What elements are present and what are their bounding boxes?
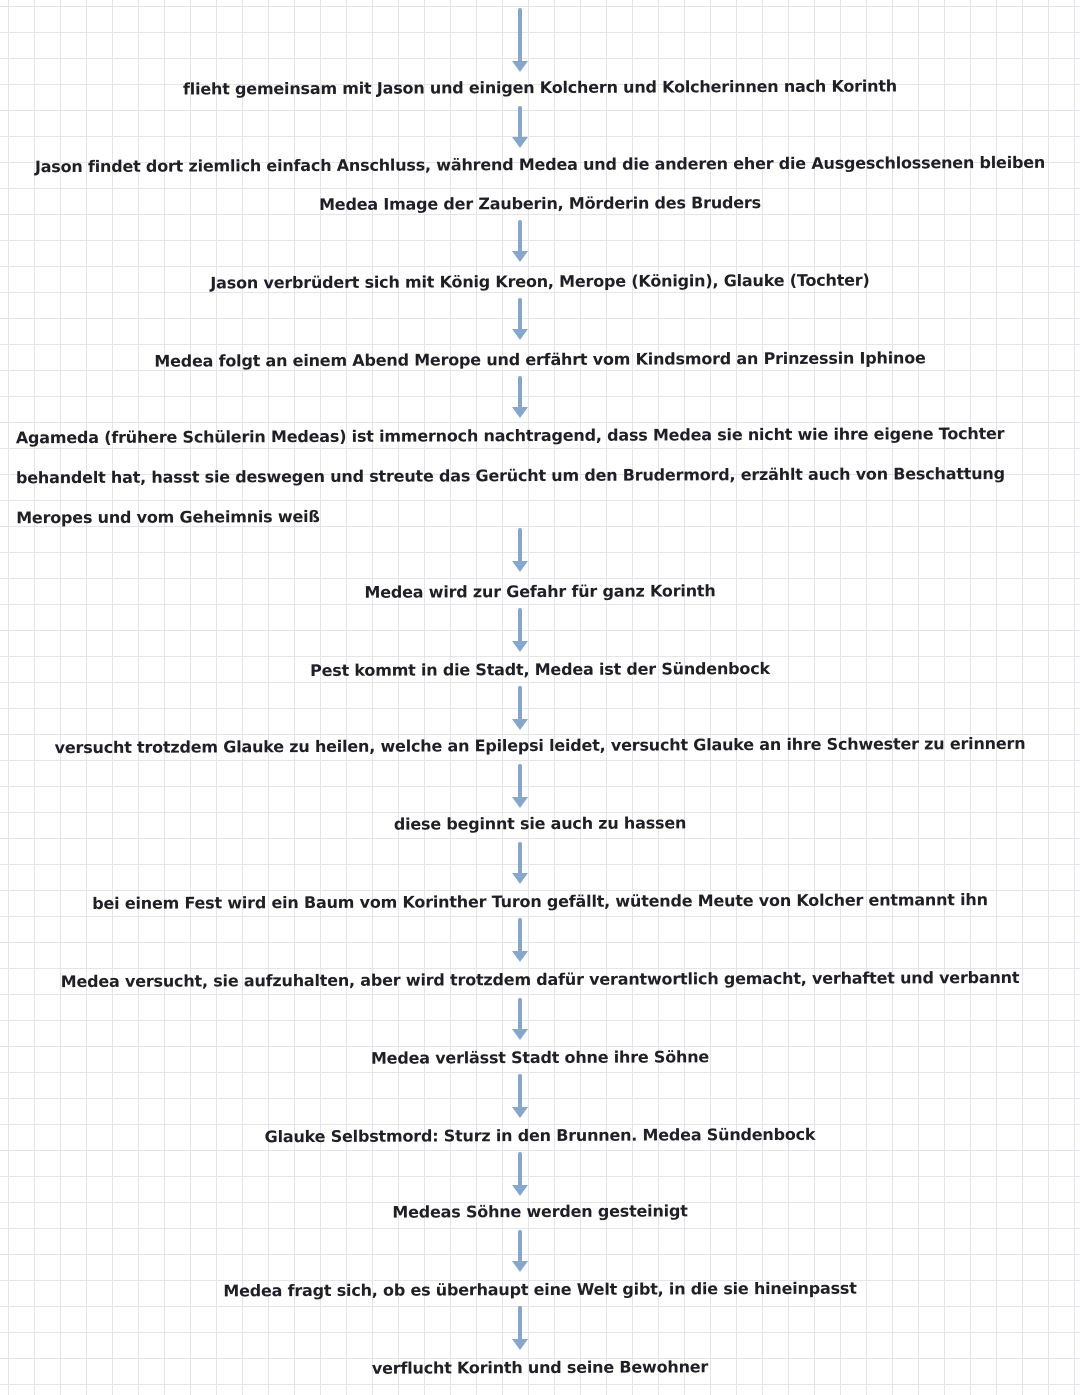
flow-arrow bbox=[512, 686, 528, 730]
flow-arrow bbox=[512, 998, 528, 1040]
flow-step: diese beginnt sie auch zu hassen bbox=[393, 813, 687, 834]
flow-arrow bbox=[512, 528, 528, 572]
flow-step: Medea versucht, sie aufzuhalten, aber wird trotzdem dafür verantwortlich gemacht, verhaftet und verbannt bbox=[60, 967, 1020, 992]
flow-step: Pest kommt in die Stadt, Medea ist der Sündenbock bbox=[310, 658, 770, 681]
flow-step: verflucht Korinth und seine Bewohner bbox=[371, 1357, 709, 1378]
flow-step: versucht trotzdem Glauke zu heilen, welche an Epilepsi leidet, versucht Glauke an ihre Schwester zu erinnern bbox=[54, 733, 1026, 758]
flow-step: Glauke Selbstmord: Sturz in den Brunnen. Medea Sündenbock bbox=[264, 1124, 816, 1147]
flow-arrow bbox=[512, 1306, 528, 1350]
flow-arrow bbox=[512, 1152, 528, 1196]
flow-arrow bbox=[512, 376, 528, 418]
flow-step: Medea folgt an einem Abend Merope und erfährt vom Kindsmord an Prinzessin Iphinoe bbox=[154, 348, 926, 371]
flow-step: Medeas Söhne werden gesteinigt bbox=[392, 1201, 688, 1222]
flow-step: Jason verbrüdert sich mit König Kreon, Merope (Königin), Glauke (Tochter) bbox=[210, 270, 870, 293]
flow-arrow bbox=[512, 764, 528, 808]
flow-step: Medea verlässt Stadt ohne ihre Söhne bbox=[370, 1047, 710, 1068]
flow-step: Medea wird zur Gefahr für ganz Korinth bbox=[364, 581, 716, 602]
flow-step: Agameda (frühere Schülerin Medeas) ist immernoch nachtragend, dass Medea sie nicht wie ihre eigene Tochter behandelt hat, hasst sie deswegen und streute das Gerücht um den Brudermord, erzählt auch von Beschattung Meropes und vom Geheimnis weiß bbox=[15, 423, 1005, 528]
flow-arrow bbox=[512, 918, 528, 962]
flow-arrow bbox=[512, 220, 528, 262]
flow-arrow bbox=[512, 106, 528, 148]
flow-arrow bbox=[512, 842, 528, 884]
flow-arrow bbox=[512, 1230, 528, 1272]
flow-step: Medea Image der Zauberin, Mörderin des Bruders bbox=[319, 193, 761, 214]
flow-arrow bbox=[512, 298, 528, 340]
flow-arrow bbox=[512, 608, 528, 652]
flow-step: bei einem Fest wird ein Baum vom Korinther Turon gefällt, wütende Meute von Kolcher entmannt ihn bbox=[92, 890, 988, 913]
flow-step: Medea fragt sich, ob es überhaupt eine Welt gibt, in die sie hineinpasst bbox=[223, 1278, 857, 1301]
flow-arrow bbox=[512, 8, 528, 72]
flow-arrow bbox=[512, 1074, 528, 1118]
flow-step: flieht gemeinsam mit Jason und einigen Kolchern und Kolcherinnen nach Korinth bbox=[182, 76, 898, 99]
flow-step: Jason findet dort ziemlich einfach Anschluss, während Medea und die anderen eher die Ausgeschlossenen bleiben bbox=[34, 152, 1046, 177]
